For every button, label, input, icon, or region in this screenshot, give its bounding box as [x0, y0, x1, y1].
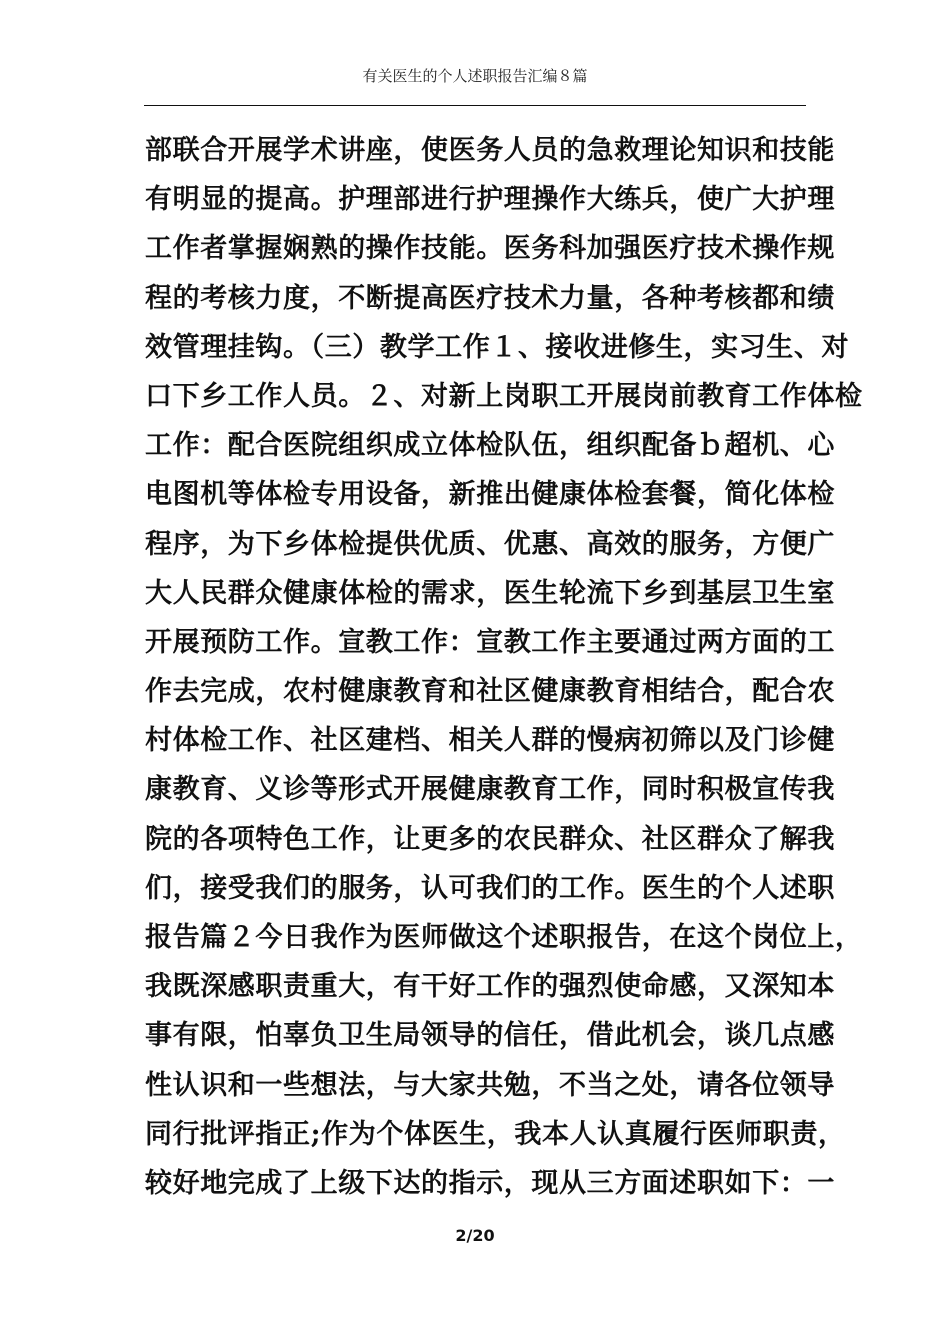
body-line: 口下乡工作人员。２、对新上岗职工开展岗前教育工作体检 — [145, 380, 863, 412]
header-divider — [144, 105, 806, 106]
body-line: 同行批评指正;作为个体医生，我本人认真履行医师职责， — [145, 1118, 846, 1150]
body-line: 有明显的提高。护理部进行护理操作大练兵，使广大护理 — [145, 184, 835, 216]
body-line: 程序，为下乡体检提供优质、优惠、高效的服务，方便广 — [145, 528, 835, 560]
body-line: 康教育、义诊等形式开展健康教育工作，同时积极宣传我 — [145, 774, 835, 806]
page-number: 2/20 — [455, 1226, 495, 1245]
body-line: 较好地完成了上级下达的指示，现从三方面述职如下：一 — [145, 1167, 835, 1199]
page-header-title: 有关医生的个人述职报告汇编８篇 — [362, 67, 588, 85]
body-line: 效管理挂钩。（三）教学工作１、接收进修生，实习生、对 — [145, 331, 850, 363]
body-line: 工作者掌握娴熟的操作技能。医务科加强医疗技术操作规 — [145, 233, 835, 265]
body-line: 工作：配合医院组织成立体检队伍，组织配备ｂ超机、心 — [145, 430, 835, 462]
body-line: 部联合开展学术讲座，使医务人员的急救理论知识和技能 — [145, 135, 835, 166]
body-line: 事有限，怕辜负卫生局领导的信任，借此机会，谈几点感 — [145, 1020, 835, 1052]
body-line: 电图机等体检专用设备，新推出健康体检套餐，简化体检 — [145, 479, 835, 511]
body-line: 作去完成，农村健康教育和社区健康教育相结合，配合农 — [145, 676, 835, 708]
body-line: 村体检工作、社区建档、相关人群的慢病初筛以及门诊健 — [145, 725, 835, 757]
body-line: 们，接受我们的服务，认可我们的工作。医生的个人述职 — [145, 872, 835, 904]
body-line: 我既深感职责重大，有干好工作的强烈使命感，又深知本 — [145, 971, 835, 1003]
body-line: 性认识和一些想法，与大家共勉，不当之处，请各位领导 — [145, 1069, 835, 1101]
body-line: 程的考核力度，不断提高医疗技术力量，各种考核都和绩 — [145, 282, 835, 314]
document-body — [145, 126, 863, 1208]
body-line: 开展预防工作。宣教工作：宣教工作主要通过两方面的工 — [145, 626, 835, 658]
body-line: 院的各项特色工作，让更多的农民群众、社区群众了解我 — [145, 823, 835, 855]
body-line: 大人民群众健康体检的需求，医生轮流下乡到基层卫生室 — [145, 577, 835, 609]
body-line: 报告篇２今日我作为医师做这个述职报告，在这个岗位上， — [145, 922, 863, 953]
